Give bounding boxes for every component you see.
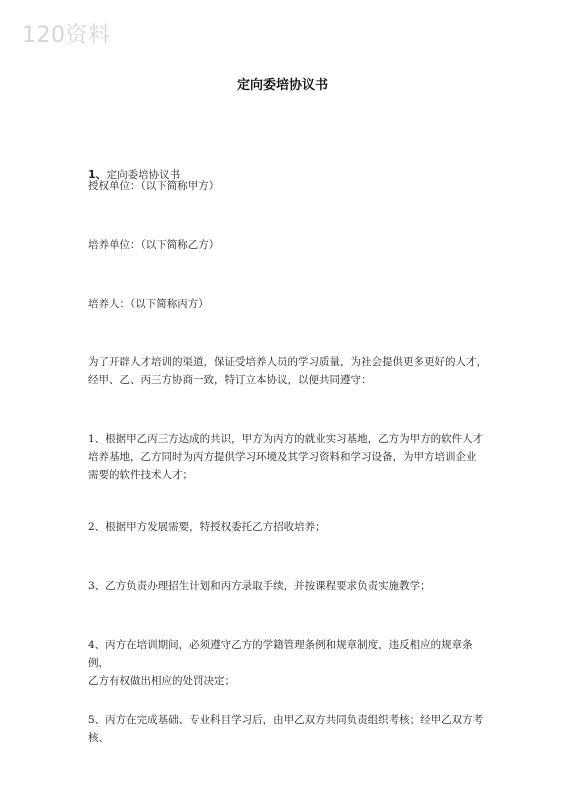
- watermark-logo: 120资料: [22, 23, 111, 48]
- paragraph-clause-5: 5、丙方在完成基础、专业科目学习后，由甲乙双方共同负责组织考核；经甲乙双方考核、: [88, 714, 484, 744]
- paragraph-clause-1: 1、根据甲乙丙三方达成的共识，甲方为丙方的就业实习基地，乙方为甲方的软件人才 培养基地，乙方同时为丙方提供学习环境及其学习资料和学习设备，为甲方培训企业 需要的软件技术人才；: [88, 433, 484, 481]
- section-number: 1、: [88, 168, 107, 181]
- paragraph-clause-2: 2、根据甲方发展需要，特授权委托乙方招收培养；: [88, 521, 326, 533]
- paragraph-trainee-party: 培养人：（以下简称丙方）: [88, 298, 209, 310]
- paragraph-authorizing-party: 授权单位：（以下简称甲方）: [88, 180, 220, 192]
- paragraph-clause-4: 4、丙方在培训期间，必须遵守乙方的学籍管理条例和规章制度，违反相应的规章条例， 乙方有权做出相应的处罚决定；: [88, 639, 473, 687]
- paragraph-training-party: 培养单位：（以下简称乙方）: [88, 239, 220, 251]
- paragraph-preamble: 为了开辟人才培训的渠道，保证受培养人员的学习质量，为社会提供更多更好的人才， 经甲、乙、丙三方协商一致，特订立本协议，以便共同遵守：: [88, 356, 487, 386]
- document-title: 定向委培协议书: [236, 78, 328, 93]
- paragraph-clause-3: 3、乙方负责办理招生计划和丙方录取手续，并按课程要求负责实施教学；: [88, 580, 431, 592]
- section-label: 定向委培协议书: [106, 169, 181, 181]
